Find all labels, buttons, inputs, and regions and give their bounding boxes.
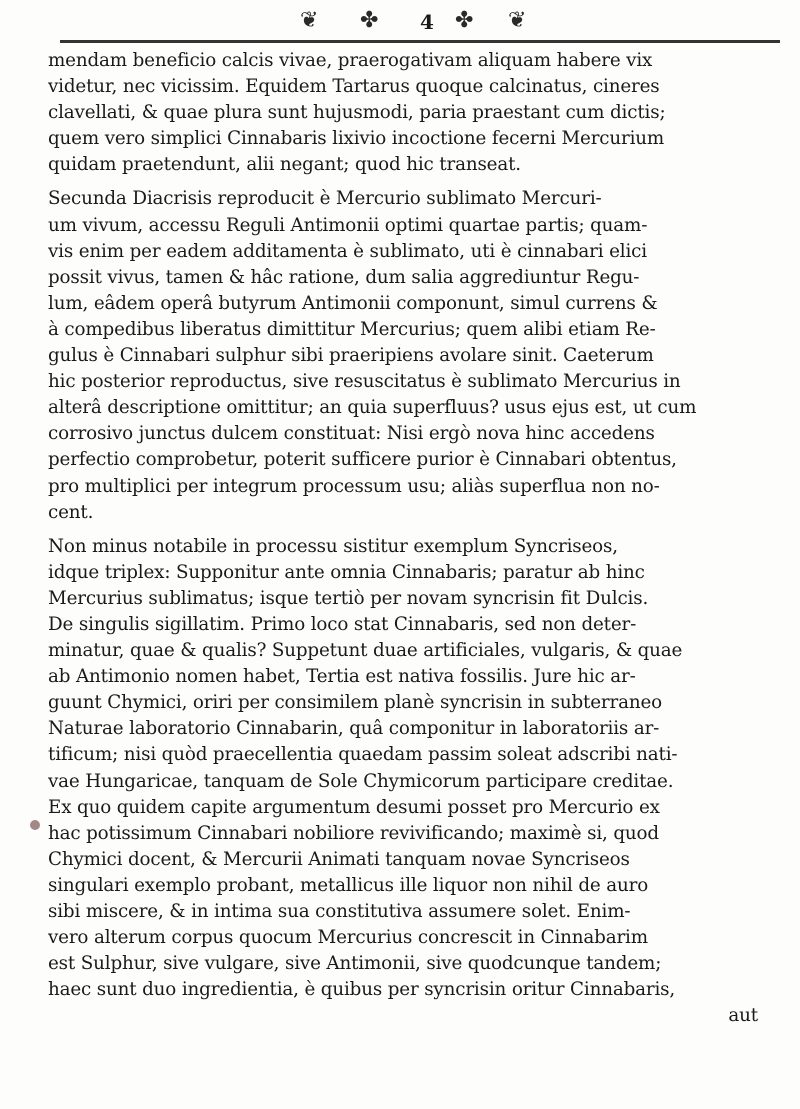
text-line: Secunda Diacrisis reproducit è Mercurio sublimato Mercuri-: [48, 188, 602, 210]
paragraph-gap: [48, 526, 778, 534]
text-line: Mercurius sublimatus; isque tertiò per novam syncrisin fit Dulcis.: [48, 587, 649, 609]
text-line: pro multiplici per integrum processum usu; aliàs superflua non no-: [48, 475, 660, 497]
fleuron-ornament-right-outer: ❦: [508, 8, 527, 33]
text-line: est Sulphur, sive vulgare, sive Antimonii, sive quodcunque tandem;: [48, 953, 662, 975]
paragraph-gap: [48, 178, 778, 186]
text-line: corrosivo junctus dulcem constituat: Nisi ergò nova hinc accedens: [48, 423, 655, 445]
text-line: um vivum, accessu Reguli Antimonii optimi quartae partis; quam-: [48, 214, 648, 236]
text-line: hic posterior reproductus, sive resuscitatus è sublimato Mercurius in: [48, 371, 681, 393]
text-line: vero alterum corpus quocum Mercurius concrescit in Cinnabarim: [48, 927, 648, 949]
text-line: quidam praetendunt, alii negant; quod hic transeat.: [48, 154, 521, 176]
text-line: Naturae laboratorio Cinnabarin, quâ componitur in laboratoriis ar-: [48, 718, 660, 740]
body-text: [48, 48, 778, 1029]
text-line: minatur, quae & qualis? Suppetunt duae artificiales, vulgaris, & quae: [48, 640, 683, 662]
text-line: videtur, nec vicissim. Equidem Tartarus quoque calcinatus, cineres: [48, 76, 660, 98]
text-line: sibi miscere, & in intima sua constitutiva assumere solet. Enim-: [48, 901, 631, 922]
text-line: aut: [728, 1005, 758, 1027]
header-rule: [60, 40, 780, 43]
text-line: possit vivus, tamen & hâc ratione, dum salia aggrediuntur Regu-: [48, 266, 640, 288]
text-line: haec sunt duo ingredientia, è quibus per syncrisin oritur Cinnabaris,: [48, 979, 676, 1001]
fleuron-ornament-right-inner: ✤: [455, 8, 474, 33]
text-line: ab Antimonio nomen habet, Tertia est nativa fossilis. Jure hic ar-: [48, 666, 636, 688]
ink-stain: [30, 820, 40, 830]
text-line: vae Hungaricae, tanquam de Sole Chymicorum participare creditae.: [48, 770, 674, 792]
text-line: mendam beneficio calcis vivae, praerogativam aliquam habere vix: [48, 50, 653, 71]
text-line: singulari exemplo probant, metallicus ille liquor non nihil de auro: [48, 874, 649, 896]
page-number: 4: [420, 10, 434, 34]
text-line: cent.: [48, 501, 94, 523]
paragraph-1: [48, 48, 778, 178]
text-line: idque triplex: Supponitur ante omnia Cinnabaris; paratur ab hinc: [48, 561, 645, 583]
text-line: perfectio comprobetur, poterit sufficere purior è Cinnabari obtentus,: [48, 449, 677, 471]
text-line: De singulis sigillatim. Primo loco stat Cinnabaris, sed non deter-: [48, 613, 637, 635]
text-line: à compedibus liberatus dimittitur Mercurius; quem alibi etiam Re-: [48, 318, 656, 340]
page-header: [0, 0, 800, 50]
text-line: tificum; nisi quòd praecellentia quaedam passim soleat adscribi nati-: [48, 744, 678, 766]
text-line: lum, eâdem operâ butyrum Antimonii componunt, simul currens &: [48, 292, 658, 314]
text-line: clavellati, & quae plura sunt hujusmodi, paria praestant cum dictis;: [48, 102, 666, 124]
text-line: alterâ descriptione omittitur; an quia superfluus? usus ejus est, ut cum: [48, 397, 697, 419]
fleuron-ornament-left-outer: ❦: [300, 8, 319, 33]
paragraph-2: [48, 186, 778, 525]
text-line: Non minus notabile in processu sistitur exemplum Syncriseos,: [48, 535, 618, 557]
text-line: hac potissimum Cinnabari nobiliore revivificando; maximè si, quod: [48, 822, 659, 844]
text-line: vis enim per eadem additamenta è sublimato, uti è cinnabari elici: [48, 240, 647, 262]
text-line: gulus è Cinnabari sulphur sibi praeripiens avolare sinit. Caeterum: [48, 345, 654, 367]
text-line: guunt Chymici, oriri per consimilem planè syncrisin in subterraneo: [48, 692, 662, 714]
paragraph-3: [48, 534, 778, 1030]
text-line: Chymici docent, & Mercurii Animati tanquam novae Syncriseos: [48, 848, 630, 870]
text-line: quem vero simplici Cinnabaris lixivio incoctione fecerni Mercurium: [48, 128, 665, 150]
fleuron-ornament-left-inner: ✤: [360, 8, 379, 33]
text-line: Ex quo quidem capite argumentum desumi posset pro Mercurio ex: [48, 796, 660, 818]
